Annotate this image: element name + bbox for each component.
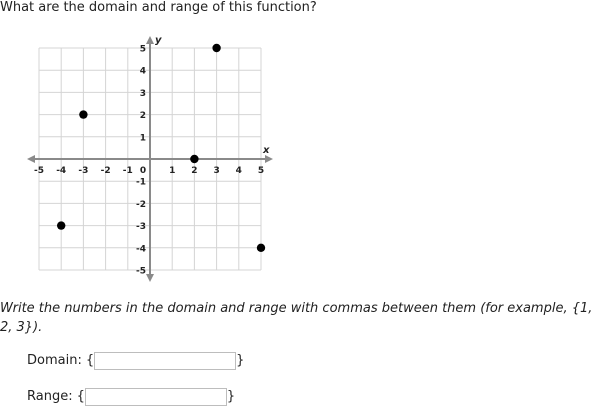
range-open-brace: { (76, 389, 85, 404)
domain-close-brace: } (236, 353, 245, 368)
domain-label: Domain: (27, 353, 82, 368)
x-axis-label: x (263, 145, 270, 156)
range-input[interactable] (85, 388, 227, 406)
y-tick-label: -2 (136, 199, 146, 210)
x-tick-label: 2 (191, 166, 198, 176)
y-tick-label: -3 (136, 222, 146, 233)
y-tick-label: -1 (136, 177, 146, 188)
y-axis-up-arrow-icon (146, 36, 154, 44)
domain-input[interactable] (94, 352, 236, 370)
y-tick-label: 2 (139, 111, 146, 122)
x-tick-label: -5 (34, 166, 44, 176)
data-point (257, 244, 265, 252)
x-tick-label: -3 (78, 166, 89, 176)
question-text: What are the domain and range of this function? (0, 0, 317, 15)
x-axis-right-arrow-icon (265, 155, 273, 163)
y-axis-label: y (155, 35, 162, 46)
y-tick-label: 3 (139, 88, 146, 99)
data-points (57, 44, 265, 255)
x-axis-left-arrow-icon (27, 155, 35, 163)
x-tick-label: 0 (139, 166, 147, 176)
x-tick-label: -2 (100, 166, 111, 176)
y-tick-label: 1 (139, 133, 146, 144)
axes (27, 35, 273, 282)
domain-open-brace: { (85, 353, 95, 368)
coordinate-graph (0, 0, 300, 290)
x-tick-label: 1 (169, 166, 176, 176)
y-tick-label: 5 (139, 44, 146, 55)
range-label: Range: (27, 389, 73, 404)
data-point (57, 221, 65, 229)
y-tick-label: -5 (136, 266, 146, 277)
data-point (190, 155, 198, 163)
range-close-brace: } (226, 389, 236, 404)
x-tick-label: 4 (235, 166, 242, 176)
range-row (27, 388, 235, 406)
x-tick-label: -1 (122, 166, 133, 176)
y-tick-label: 4 (139, 66, 146, 77)
x-tick-label: -4 (56, 166, 67, 176)
y-axis-down-arrow-icon (146, 274, 154, 282)
x-tick-label: 5 (257, 166, 265, 176)
data-point (79, 110, 87, 118)
x-tick-label: 3 (213, 166, 220, 176)
data-point (212, 44, 220, 52)
instructions-text: Write the numbers in the domain and range with commas between them (for example, {1, 2, 3}). (0, 301, 593, 335)
domain-row (27, 352, 244, 370)
y-tick-label: -4 (136, 244, 146, 255)
